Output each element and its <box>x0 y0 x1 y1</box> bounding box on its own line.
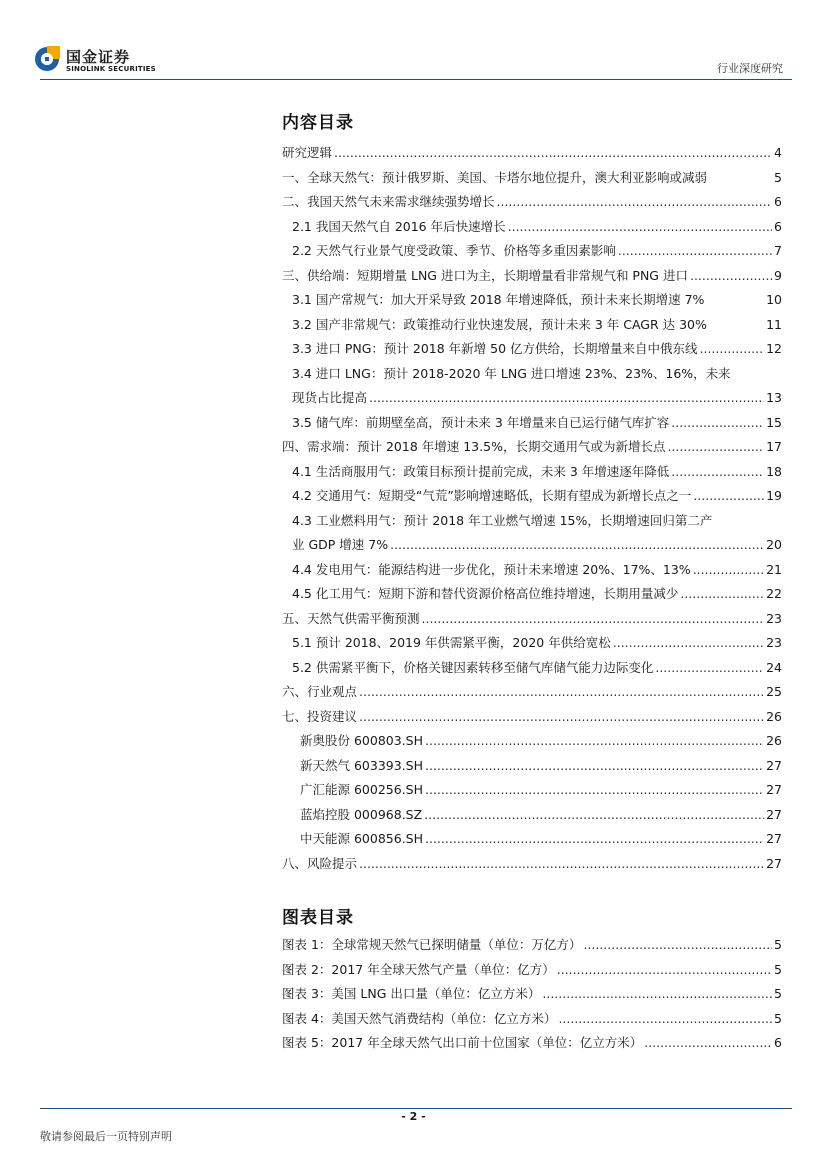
entry-page-number: 23 <box>766 635 782 650</box>
entry-page-number: 15 <box>766 414 782 430</box>
entry-title: 图表 1：全球常规天然气已探明储量（单位：万亿方） <box>282 937 582 952</box>
entry-title: 4.4 发电用气：能源结构进一步优化，预计未来增速 20%、17%、13% <box>292 561 691 577</box>
figure-entry[interactable] <box>282 1007 782 1032</box>
dot-leader <box>644 1031 772 1056</box>
dot-leader <box>671 460 764 485</box>
dot-leader <box>359 705 764 730</box>
dot-leader <box>369 386 764 411</box>
dot-leader <box>655 656 764 681</box>
entry-page-number: 5 <box>774 1010 782 1026</box>
dot-leader <box>359 680 764 705</box>
entry-title: 五、天然气供需平衡预测 <box>282 610 420 626</box>
entry-title: 中天能源 600856.SH <box>300 831 423 846</box>
entry-page-number: 23 <box>766 610 782 626</box>
list-of-figures <box>282 933 782 1056</box>
dot-leader <box>680 582 764 607</box>
entry-page-number: 7 <box>774 243 782 258</box>
entry-title: 图表 5：2017 年全球天然气出口前十位国家（单位：亿立方米） <box>282 1035 643 1050</box>
entry-page-number: 26 <box>766 733 782 748</box>
toc-entry[interactable] <box>282 582 782 607</box>
entry-title: 一、全球天然气：预计俄罗斯、美国、卡塔尔地位提升，澳大利亚影响或减弱 <box>282 169 708 185</box>
entry-title: 3.4 进口 LNG：预计 2018-2020 年 LNG 进口增速 23%、23%、16%，未来 <box>292 365 731 381</box>
dot-leader <box>671 411 764 436</box>
entry-page-number: 5 <box>774 961 782 977</box>
toc-entry[interactable] <box>282 411 782 436</box>
dot-leader <box>425 827 764 852</box>
dot-leader <box>558 1007 772 1032</box>
figure-entry[interactable] <box>282 1031 782 1056</box>
toc-entry[interactable] <box>282 803 782 828</box>
entry-title: 研究逻辑 <box>282 145 333 160</box>
entry-page-number: 27 <box>766 806 782 822</box>
toc-entry[interactable] <box>282 631 782 656</box>
entry-title: 3.2 国产非常规气：政策推动行业快速发展，预计未来 3 年 CAGR 达 30% <box>292 316 707 332</box>
entry-page-number: 19 <box>766 488 782 503</box>
entry-page-number: 27 <box>766 831 782 846</box>
entry-title: 2.2 天然气行业景气度受政策、季节、价格等多重因素影响 <box>292 243 616 258</box>
entry-title: 2.1 我国天然气自 2016 年后快速增长 <box>292 218 506 234</box>
entry-title: 4.2 交通用气：短期受“气荒”影响增速略低，长期有望成为新增长点之一 <box>292 488 692 503</box>
toc-entry[interactable] <box>282 166 782 191</box>
entry-title: 4.3 工业燃料用气：预计 2018 年工业燃气增速 15%，长期增速回归第二产 <box>292 512 713 528</box>
entry-page-number: 4 <box>774 145 782 160</box>
dot-leader <box>422 607 765 632</box>
dot-leader <box>667 435 764 460</box>
entry-page-number: 11 <box>766 316 782 332</box>
entry-title: 图表 4：美国天然气消费结构（单位：亿立方米） <box>282 1010 557 1026</box>
toc-entry[interactable] <box>282 362 782 387</box>
entry-page-number: 12 <box>766 341 782 356</box>
dot-leader <box>618 239 772 264</box>
entry-title: 现货占比提高 <box>292 390 368 405</box>
entry-title: 图表 3：美国 LNG 出口量（单位：亿立方米） <box>282 986 541 1001</box>
entry-page-number: 22 <box>766 586 782 601</box>
dot-leader <box>557 958 772 983</box>
logo-mark-icon <box>34 46 60 72</box>
table-of-contents <box>282 141 782 876</box>
dot-leader <box>425 729 764 754</box>
report-type: 行业深度研究 <box>717 62 783 75</box>
entry-page-number: 27 <box>766 757 782 773</box>
toc-entry[interactable] <box>282 435 782 460</box>
toc-entry[interactable] <box>282 729 782 754</box>
entry-title: 三、供给端：短期增量 LNG 进口为主，长期增量看非常规气和 PNG 进口 <box>282 267 688 283</box>
entry-page-number: 5 <box>774 937 782 952</box>
entry-title: 5.1 预计 2018、2019 年供需紧平衡，2020 年供给宽松 <box>292 635 611 650</box>
toc-title: 内容目录 <box>282 113 354 133</box>
dot-leader <box>359 852 764 877</box>
entry-page-number: 27 <box>766 782 782 797</box>
entry-page-number: 17 <box>766 439 782 454</box>
dot-leader <box>334 141 772 166</box>
dot-leader <box>693 558 764 583</box>
toc-entry[interactable] <box>282 680 782 705</box>
entry-title: 4.5 化工用气：短期下游和替代资源价格高位维持增速，长期用量减少 <box>292 586 679 601</box>
dot-leader <box>613 631 764 656</box>
entry-page-number: 10 <box>766 292 782 307</box>
toc-entry[interactable] <box>282 460 782 485</box>
disclaimer-note: 敬请参阅最后一页特别声明 <box>40 1130 172 1143</box>
entry-title: 3.5 储气库：前期壁垒高，预计未来 3 年增量来自已运行储气库扩容 <box>292 414 670 430</box>
dot-leader <box>390 533 764 558</box>
toc-entry[interactable] <box>282 827 782 852</box>
entry-page-number: 20 <box>766 537 782 552</box>
entry-page-number: 26 <box>766 708 782 724</box>
toc-entry[interactable] <box>282 778 782 803</box>
toc-entry-continued[interactable] <box>282 386 782 411</box>
entry-page-number: 13 <box>766 390 782 405</box>
entry-title: 5.2 供需紧平衡下，价格关键因素转移至储气库储气能力边际变化 <box>292 659 654 675</box>
logo-chinese-name: 国金证券 <box>66 48 131 66</box>
figure-entry[interactable] <box>282 958 782 983</box>
figure-entry[interactable] <box>282 933 782 958</box>
entry-page-number: 6 <box>774 1035 782 1050</box>
toc-entry[interactable] <box>282 656 782 681</box>
toc-entry[interactable] <box>282 141 782 166</box>
toc-entry[interactable] <box>282 190 782 215</box>
entry-title: 4.1 生活商服用气：政策目标预计提前完成，未来 3 年增速逐年降低 <box>292 463 670 479</box>
toc-entry[interactable] <box>282 509 782 534</box>
toc-entry[interactable] <box>282 215 782 240</box>
dot-leader <box>425 778 764 803</box>
dot-leader <box>424 803 764 828</box>
entry-title: 3.3 进口 PNG：预计 2018 年新增 50 亿方供给，长期增量来自中俄东线 <box>292 341 698 356</box>
page-number: - 2 - <box>401 1110 426 1123</box>
dot-leader <box>425 754 764 779</box>
dot-leader <box>508 215 772 240</box>
toc-entry[interactable] <box>282 705 782 730</box>
entry-title: 图表 2：2017 年全球天然气产量（单位：亿方） <box>282 961 555 977</box>
toc-entry[interactable] <box>282 754 782 779</box>
company-logo <box>34 44 174 76</box>
toc-entry[interactable] <box>282 852 782 877</box>
entry-title: 3.1 国产常规气：加大开采导致 2018 年增速降低，预计未来长期增速 7% <box>292 292 705 307</box>
entry-page-number: 18 <box>766 463 782 479</box>
toc-entry-continued[interactable] <box>282 533 782 558</box>
toc-entry[interactable] <box>282 239 782 264</box>
entry-title: 蓝焰控股 000968.SZ <box>300 806 423 822</box>
footer-divider <box>40 1108 792 1109</box>
entry-page-number: 5 <box>774 986 782 1001</box>
entry-title: 六、行业观点 <box>282 684 358 699</box>
entry-page-number: 6 <box>774 218 782 234</box>
entry-page-number: 5 <box>774 169 782 185</box>
header-divider <box>40 79 792 80</box>
entry-page-number: 27 <box>766 855 782 871</box>
entry-page-number: 21 <box>766 561 782 577</box>
entry-title: 七、投资建议 <box>282 708 358 724</box>
toc-entry[interactable] <box>282 607 782 632</box>
entry-page-number: 24 <box>766 659 782 675</box>
entry-page-number: 25 <box>766 684 782 699</box>
entry-title: 八、风险提示 <box>282 855 358 871</box>
toc-entry[interactable] <box>282 484 782 509</box>
toc-entry[interactable] <box>282 337 782 362</box>
entry-title: 新奥股份 600803.SH <box>300 733 423 748</box>
page-header <box>0 0 827 80</box>
figure-entry[interactable] <box>282 982 782 1007</box>
figures-title: 图表目录 <box>282 908 354 928</box>
entry-page-number: 6 <box>774 194 782 209</box>
toc-entry[interactable] <box>282 264 782 289</box>
entry-title: 四、需求端：预计 2018 年增速 13.5%，长期交通用气或为新增长点 <box>282 439 666 454</box>
dot-leader <box>583 933 772 958</box>
logo-english-name: SINOLINK SECURITIES <box>66 65 156 73</box>
entry-title: 新天然气 603393.SH <box>300 757 423 773</box>
dot-leader <box>693 484 764 509</box>
entry-title: 二、我国天然气未来需求继续强势增长 <box>282 194 495 209</box>
toc-entry[interactable] <box>282 313 782 338</box>
toc-entry[interactable] <box>282 558 782 583</box>
entry-title: 广汇能源 600256.SH <box>300 782 423 797</box>
dot-leader <box>700 337 765 362</box>
dot-leader <box>542 982 772 1007</box>
entry-title: 业 GDP 增速 7% <box>292 537 389 552</box>
dot-leader <box>690 264 772 289</box>
entry-page-number: 9 <box>774 267 782 283</box>
toc-entry[interactable] <box>282 288 782 313</box>
dot-leader <box>497 190 773 215</box>
